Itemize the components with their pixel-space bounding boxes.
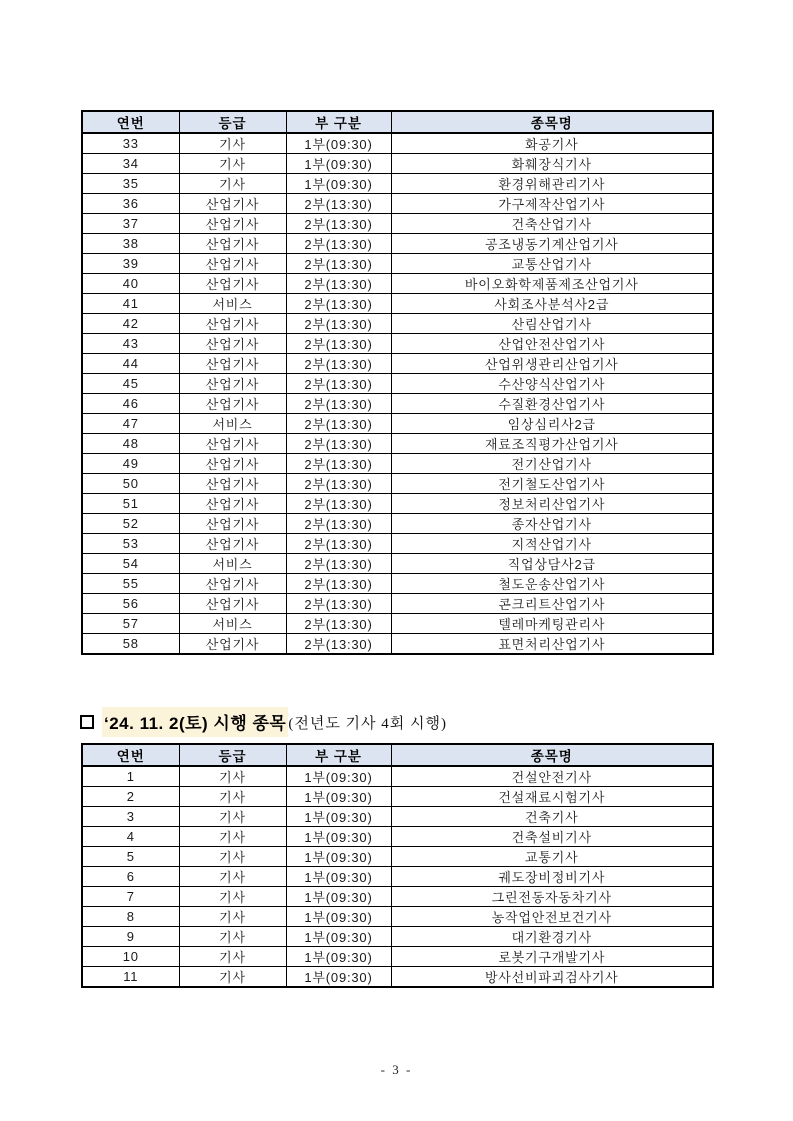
table-cell: 서비스 (179, 294, 286, 314)
table-cell: 기사 (179, 927, 286, 947)
table-cell: 기사 (179, 847, 286, 867)
table-cell: 1부(09:30) (286, 827, 391, 847)
table-row (82, 554, 713, 574)
table-cell: 산업기사 (179, 194, 286, 214)
table-cell: 45 (82, 374, 179, 394)
table-cell: 산업기사 (179, 494, 286, 514)
table-row (82, 194, 713, 214)
table-cell: 55 (82, 574, 179, 594)
table-cell: 산업기사 (179, 214, 286, 234)
table-cell: 1부(09:30) (286, 867, 391, 887)
table-cell: 50 (82, 474, 179, 494)
table-cell: 33 (82, 133, 179, 154)
table-cell: 43 (82, 334, 179, 354)
table-cell: 기사 (179, 827, 286, 847)
table-cell: 2부(13:30) (286, 354, 391, 374)
section-heading-title: ‘24. 11. 2(토) 시행 종목 (102, 707, 288, 737)
table-row (82, 354, 713, 374)
table-cell: 2부(13:30) (286, 294, 391, 314)
table-row (82, 514, 713, 534)
table-cell: 공조냉동기계산업기사 (391, 234, 713, 254)
table-cell: 사회조사분석사2급 (391, 294, 713, 314)
table-cell: 1부(09:30) (286, 766, 391, 787)
table-row (82, 414, 713, 434)
table-cell: 그린전동자동차기사 (391, 887, 713, 907)
table-cell: 2부(13:30) (286, 494, 391, 514)
table-cell: 1부(09:30) (286, 174, 391, 194)
table-cell: 10 (82, 947, 179, 967)
table-cell: 1부(09:30) (286, 133, 391, 154)
table-cell: 산업기사 (179, 634, 286, 655)
section-heading-note: (전년도 기사 4회 시행) (288, 715, 448, 732)
table-cell: 1부(09:30) (286, 787, 391, 807)
column-header-subject: 종목명 (391, 111, 713, 133)
table-cell: 2부(13:30) (286, 194, 391, 214)
table-cell: 2부(13:30) (286, 514, 391, 534)
table-row (82, 574, 713, 594)
table-cell: 1부(09:30) (286, 154, 391, 174)
table-row (82, 927, 713, 947)
table-cell: 2부(13:30) (286, 454, 391, 474)
table-cell: 표면처리산업기사 (391, 634, 713, 655)
column-header-grade: 등급 (179, 111, 286, 133)
table-row (82, 614, 713, 634)
table-cell: 기사 (179, 907, 286, 927)
column-header-no: 연번 (82, 744, 179, 766)
table-cell: 재료조직평가산업기사 (391, 434, 713, 454)
table-cell: 산업기사 (179, 394, 286, 414)
table-cell: 6 (82, 867, 179, 887)
table-row (82, 907, 713, 927)
table-cell: 1부(09:30) (286, 847, 391, 867)
table-cell: 기사 (179, 154, 286, 174)
table-cell: 산업기사 (179, 354, 286, 374)
table-row (82, 594, 713, 614)
table-cell: 2부(13:30) (286, 434, 391, 454)
table-cell: 51 (82, 494, 179, 514)
table-cell: 직업상담사2급 (391, 554, 713, 574)
table-cell: 환경위해관리기사 (391, 174, 713, 194)
table-cell: 임상심리사2급 (391, 414, 713, 434)
table-cell: 산업기사 (179, 534, 286, 554)
table-row (82, 947, 713, 967)
column-header-no: 연번 (82, 111, 179, 133)
table-cell: 기사 (179, 174, 286, 194)
table-cell: 산업기사 (179, 594, 286, 614)
table-cell: 산업기사 (179, 374, 286, 394)
table-cell: 기사 (179, 867, 286, 887)
table-row (82, 967, 713, 988)
table-cell: 기사 (179, 787, 286, 807)
table-cell: 바이오화학제품제조산업기사 (391, 274, 713, 294)
table-cell: 건설재료시험기사 (391, 787, 713, 807)
table-cell: 4 (82, 827, 179, 847)
table-row (82, 827, 713, 847)
exam-subjects-table-rows-1-11 (81, 743, 714, 988)
column-header-subject: 종목명 (391, 744, 713, 766)
table-header-row (82, 111, 713, 133)
table-cell: 건축설비기사 (391, 827, 713, 847)
table-cell: 53 (82, 534, 179, 554)
table-cell: 34 (82, 154, 179, 174)
table-body (82, 766, 713, 987)
table-cell: 가구제작산업기사 (391, 194, 713, 214)
table-cell: 교통산업기사 (391, 254, 713, 274)
table-cell: 철도운송산업기사 (391, 574, 713, 594)
square-bullet-icon (80, 715, 94, 729)
table-cell: 서비스 (179, 554, 286, 574)
table-cell: 전기철도산업기사 (391, 474, 713, 494)
table-cell: 화훼장식기사 (391, 154, 713, 174)
table-cell: 기사 (179, 967, 286, 988)
table-row (82, 314, 713, 334)
table-cell: 1부(09:30) (286, 807, 391, 827)
table-cell: 종자산업기사 (391, 514, 713, 534)
table-cell: 2부(13:30) (286, 254, 391, 274)
table-cell: 산업기사 (179, 234, 286, 254)
table-cell: 3 (82, 807, 179, 827)
table-cell: 2부(13:30) (286, 394, 391, 414)
table-cell: 산림산업기사 (391, 314, 713, 334)
table-cell: 기사 (179, 766, 286, 787)
table-cell: 7 (82, 887, 179, 907)
section-heading (80, 708, 447, 736)
table-cell: 48 (82, 434, 179, 454)
table-cell: 1 (82, 766, 179, 787)
table-cell: 교통기사 (391, 847, 713, 867)
table-cell: 건축기사 (391, 807, 713, 827)
table-cell: 2부(13:30) (286, 214, 391, 234)
table-cell: 2부(13:30) (286, 534, 391, 554)
table-cell: 2부(13:30) (286, 274, 391, 294)
table-cell: 농작업안전보건기사 (391, 907, 713, 927)
table-header-row (82, 744, 713, 766)
table-row (82, 434, 713, 454)
table-cell: 산업기사 (179, 254, 286, 274)
table-row (82, 454, 713, 474)
table-row (82, 887, 713, 907)
table-cell: 산업기사 (179, 314, 286, 334)
table-cell: 41 (82, 294, 179, 314)
table-cell: 산업기사 (179, 574, 286, 594)
table-cell: 36 (82, 194, 179, 214)
table-cell: 2부(13:30) (286, 334, 391, 354)
table-cell: 37 (82, 214, 179, 234)
table-row (82, 787, 713, 807)
table-cell: 44 (82, 354, 179, 374)
table-cell: 56 (82, 594, 179, 614)
table-cell: 전기산업기사 (391, 454, 713, 474)
table-cell: 1부(09:30) (286, 947, 391, 967)
table-cell: 건설안전기사 (391, 766, 713, 787)
table-cell: 산업기사 (179, 474, 286, 494)
table-cell: 1부(09:30) (286, 967, 391, 988)
table-cell: 산업기사 (179, 334, 286, 354)
table-row (82, 214, 713, 234)
table-row (82, 294, 713, 314)
table-cell: 기사 (179, 133, 286, 154)
table-cell: 지적산업기사 (391, 534, 713, 554)
table-cell: 46 (82, 394, 179, 414)
table-row (82, 494, 713, 514)
table-cell: 기사 (179, 807, 286, 827)
table-cell: 38 (82, 234, 179, 254)
table-cell: 궤도장비정비기사 (391, 867, 713, 887)
column-header-session: 부 구분 (286, 744, 391, 766)
table-row (82, 867, 713, 887)
table-cell: 58 (82, 634, 179, 655)
table-row (82, 394, 713, 414)
page-number: - 3 - (380, 1062, 413, 1077)
table-cell: 47 (82, 414, 179, 434)
table-cell: 1부(09:30) (286, 927, 391, 947)
table-cell: 대기환경기사 (391, 927, 713, 947)
table-cell: 기사 (179, 887, 286, 907)
table-cell: 42 (82, 314, 179, 334)
table-row (82, 766, 713, 787)
table-cell: 2부(13:30) (286, 374, 391, 394)
table-cell: 52 (82, 514, 179, 534)
table-cell: 2부(13:30) (286, 554, 391, 574)
table-cell: 방사선비파괴검사기사 (391, 967, 713, 988)
table-row (82, 274, 713, 294)
exam-subjects-table-rows-33-58 (81, 110, 714, 655)
table-cell: 8 (82, 907, 179, 927)
table-cell: 5 (82, 847, 179, 867)
table-cell: 텔레마케팅관리사 (391, 614, 713, 634)
table-cell: 9 (82, 927, 179, 947)
table-row (82, 334, 713, 354)
column-header-grade: 등급 (179, 744, 286, 766)
table-row (82, 807, 713, 827)
table-row (82, 133, 713, 154)
table-cell: 산업기사 (179, 274, 286, 294)
table-cell: 49 (82, 454, 179, 474)
table-cell: 수질환경산업기사 (391, 394, 713, 414)
table-cell: 39 (82, 254, 179, 274)
table-cell: 1부(09:30) (286, 887, 391, 907)
table-cell: 35 (82, 174, 179, 194)
table-cell: 콘크리트산업기사 (391, 594, 713, 614)
table-cell: 1부(09:30) (286, 907, 391, 927)
table-row (82, 154, 713, 174)
table-cell: 산업위생관리산업기사 (391, 354, 713, 374)
table-cell: 2부(13:30) (286, 234, 391, 254)
table-cell: 2부(13:30) (286, 474, 391, 494)
table-cell: 산업기사 (179, 454, 286, 474)
table-cell: 57 (82, 614, 179, 634)
table-cell: 2부(13:30) (286, 594, 391, 614)
table-row (82, 847, 713, 867)
table-body (82, 133, 713, 654)
table-row (82, 474, 713, 494)
table-row (82, 534, 713, 554)
table-cell: 40 (82, 274, 179, 294)
table-row (82, 374, 713, 394)
table-cell: 건축산업기사 (391, 214, 713, 234)
table-cell: 2 (82, 787, 179, 807)
table-cell: 정보처리산업기사 (391, 494, 713, 514)
column-header-session: 부 구분 (286, 111, 391, 133)
table-cell: 2부(13:30) (286, 574, 391, 594)
table-cell: 산업안전산업기사 (391, 334, 713, 354)
table-cell: 2부(13:30) (286, 314, 391, 334)
table-cell: 산업기사 (179, 514, 286, 534)
table-cell: 서비스 (179, 614, 286, 634)
table-row (82, 254, 713, 274)
table-row (82, 174, 713, 194)
table-header (82, 744, 713, 766)
table-cell: 화공기사 (391, 133, 713, 154)
table-cell: 수산양식산업기사 (391, 374, 713, 394)
table-cell: 2부(13:30) (286, 634, 391, 655)
table-cell: 기사 (179, 947, 286, 967)
table-cell: 11 (82, 967, 179, 988)
table-row (82, 634, 713, 655)
table-row (82, 234, 713, 254)
table-cell: 54 (82, 554, 179, 574)
table-cell: 로봇기구개발기사 (391, 947, 713, 967)
table-cell: 산업기사 (179, 434, 286, 454)
table-cell: 서비스 (179, 414, 286, 434)
table-cell: 2부(13:30) (286, 414, 391, 434)
table-cell: 2부(13:30) (286, 614, 391, 634)
table-header (82, 111, 713, 133)
